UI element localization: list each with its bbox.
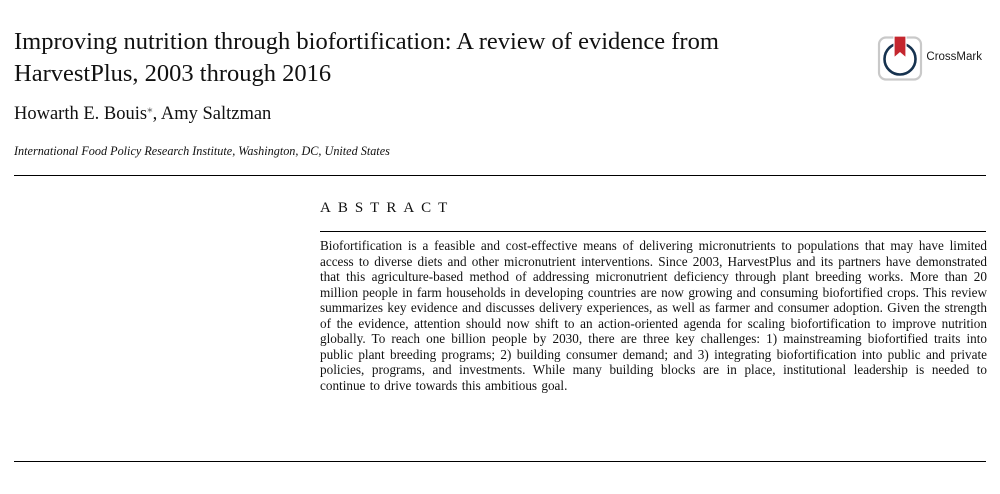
author-separator: , [152, 104, 161, 124]
author-line [14, 104, 271, 125]
crossmark-label: CrossMark [926, 51, 982, 63]
abstract-divider [320, 231, 986, 232]
abstract-heading: ABSTRACT [320, 200, 455, 216]
crossmark-icon [877, 33, 923, 81]
footer-divider [14, 461, 986, 462]
author-name: Amy Saltzman [160, 104, 272, 124]
author-name: Howarth E. Bouis [14, 104, 148, 124]
paper-title: Improving nutrition through biofortification: A review of evidence from HarvestPlus, 2003 through 2016 [14, 28, 719, 88]
crossmark-badge[interactable] [877, 33, 982, 81]
abstract-text: Biofortification is a feasible and cost-effective means of delivering micronutrients to populations that may have limited access to diverse diets and other micronutrient interventions. Since 2003, HarvestPlus and its partners have demonstrated that this agriculture-based method of addressing micronutrient deficiency through plant breeding works. More than 20 million people in farm households in developing countries are now growing and consuming biofortified crops. This review summarizes key evidence and discusses delivery experiences, as well as farmer and consumer adoption. Given the strength of the evidence, attention should now shift to an action-oriented agenda for scaling biofortification to improve nutrition globally. To reach one billion people by 2030, there are three key challenges: 1) mainstreaming biofortified traits into public plant breeding programs; 2) building consumer demand; and 3) integrating biofortification into public and private policies, programs, and investments. While many building blocks are in place, institutional leadership is needed to continue to drive towards this ambitious goal. [320, 238, 987, 393]
affiliation: International Food Policy Research Institute, Washington, DC, United States [14, 144, 390, 158]
header-divider [14, 175, 986, 176]
corresponding-author-marker: ⁎ [147, 102, 153, 115]
